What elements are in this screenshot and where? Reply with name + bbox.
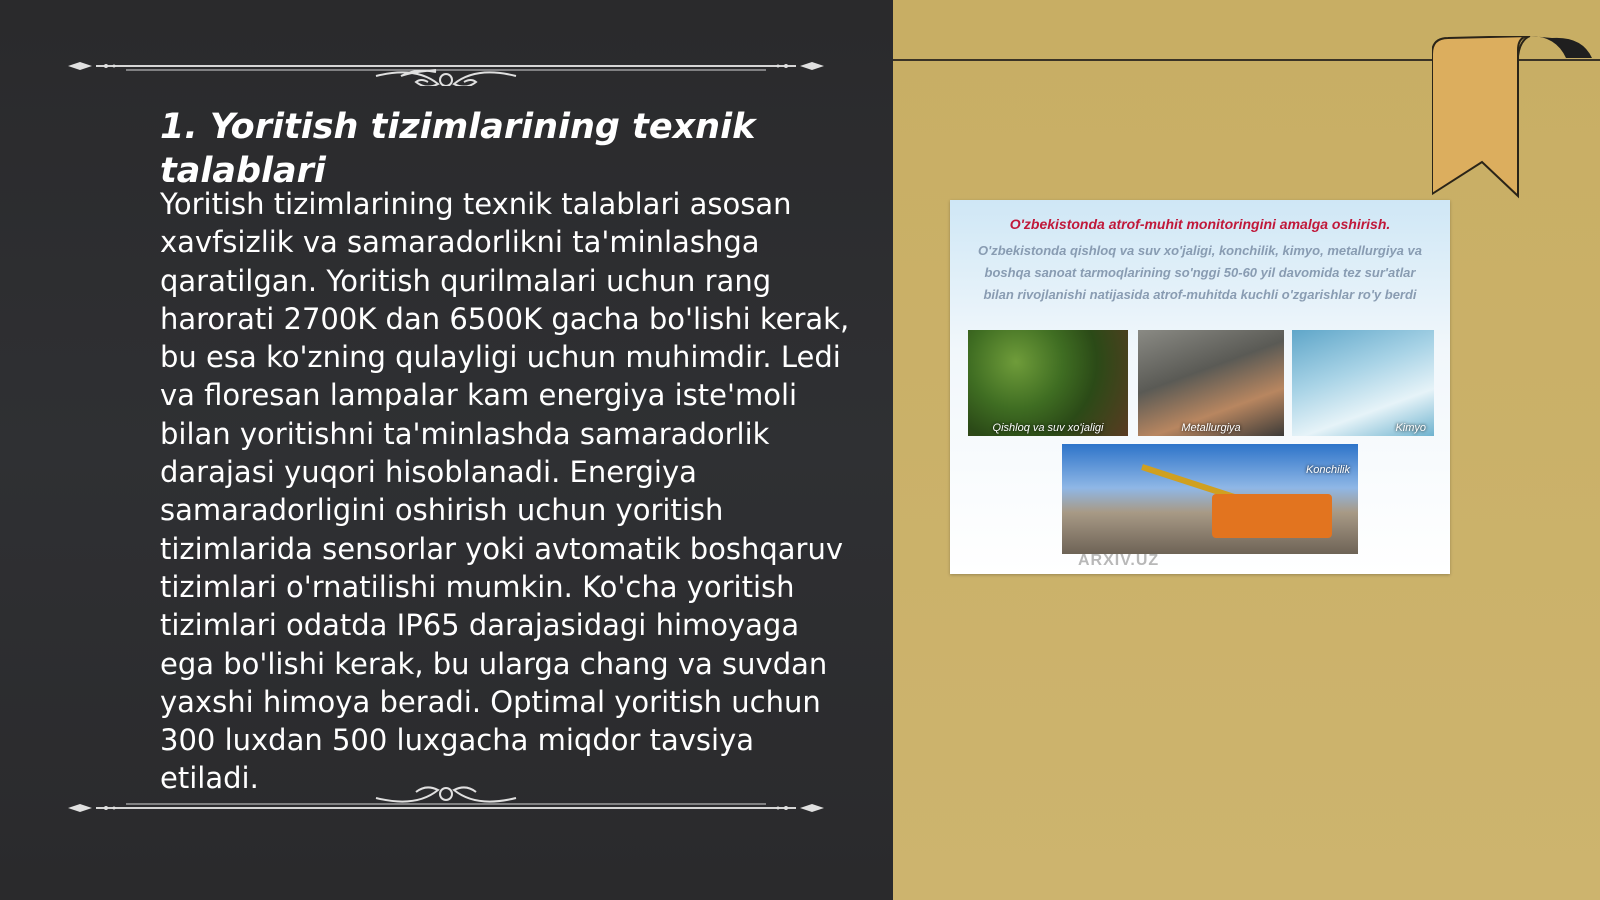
slide-title: 1. Yoritish tizimlarining texnik talablari [160,107,756,191]
metallurgy-photo [1138,330,1284,436]
mining-caption: Konchilik [1305,464,1350,476]
top-ornament-divider [66,46,826,86]
watermark-text: ARXIV.UZ [1078,552,1160,569]
chemistry-caption: Kimyo [1395,422,1426,434]
bookmark-ribbon-icon [1432,36,1600,206]
slide-body-text: Yoritish tizimlarining texnik talablari asosan xavfsizlik va samaradorlikni ta'minlashga qaratilgan. Yoritish qurilmalari uchun rang harorati 2700K dan 6500K gacha bo'lishi kerak, bu esa ko'zning qulayligi uchun muhimdir. Ledi va floresan lampalar kam energiya iste'moli bilan yoritishni ta'minlashda samaradorlik darajasi yuqori hisoblanadi. Energiya samaradorligini oshirish uchun yoritish tizimlarida sensorlar yoki avtomatik boshqaruv tizimlari o'rnatilishi mumkin. Ko'cha yoritish tizimlari odatda IP65 darajasidagi himoyaga ega bo'lishi kerak, bu ularga chang va suvdan yaxshi himoya beradi. Optimal yoritish uchun 300 luxdan 500 luxgacha miqdor tavsiya etiladi. [160,187,850,796]
agriculture-photo [968,330,1128,436]
bottom-ornament-divider [66,786,826,826]
chemistry-photo [1292,330,1434,436]
excavator-body [1212,494,1332,538]
picture-subtitle: O'zbekistonda qishloq va suv xo'jaligi, konchilik, kimyo, metallurgiya va boshqa sanoat tarmoqlarining so'nggi 50-60 yil davomida tez sur'atlar bilan rivojlanishi natijasida atrof-muhitda kuchli o'zgarishlar ro'y berdi [978,243,1422,302]
environment-monitoring-picture [950,200,1450,574]
mining-photo [1062,444,1358,554]
agriculture-caption: Qishloq va suv xo'jaligi [992,422,1104,434]
metallurgy-caption: Metallurgiya [1181,422,1241,434]
picture-title: O'zbekistonda atrof-muhit monitoringini amalga oshirish. [1009,216,1391,232]
